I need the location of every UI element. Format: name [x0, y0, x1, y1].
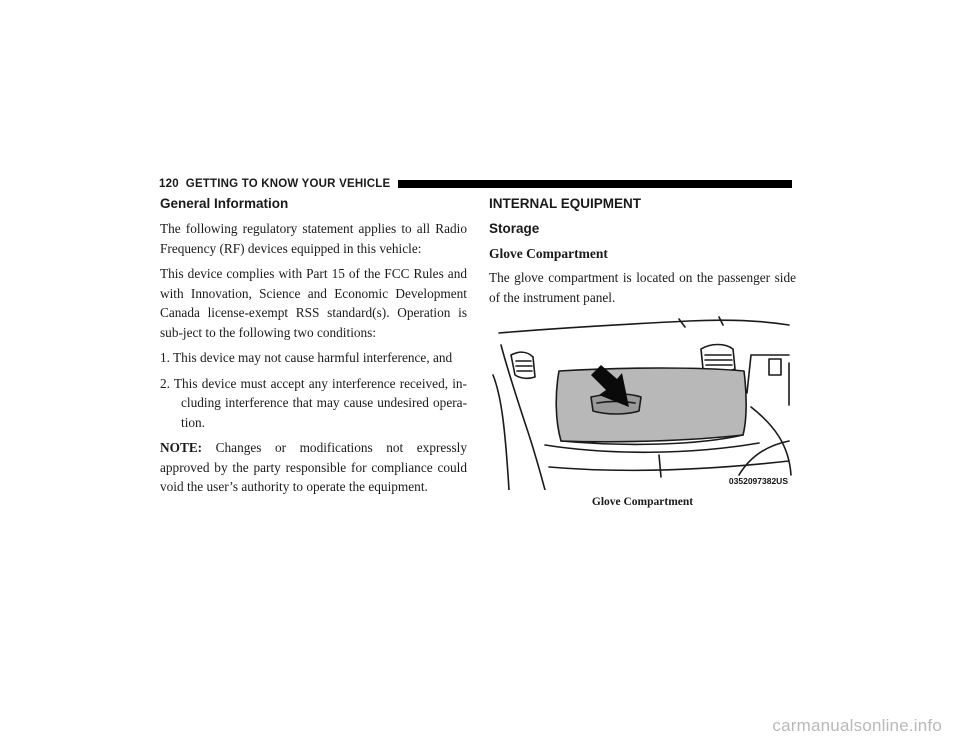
fcc-compliance-paragraph: This device complies with Part 15 of the FCC Rules and with Innovation, Science and Economic Development Canada license-exempt RSS standard(s). Operation is sub-ject to the following two conditions: — [160, 266, 467, 340]
conditions-list — [160, 348, 467, 432]
glove-compartment-drawing — [489, 315, 792, 490]
glove-compartment-illustration — [489, 315, 792, 490]
glove-compartment-heading: Glove Compartment — [489, 246, 608, 261]
watermark: carmanualsonline.info — [772, 716, 942, 735]
page-header — [159, 176, 792, 192]
rf-statement-paragraph: The following regulatory statement applies to all Radio Frequency (RF) devices equipped in this vehicle: — [160, 221, 467, 256]
left-column — [160, 195, 467, 497]
general-information-heading: General Information — [160, 196, 289, 211]
section-title: GETTING TO KNOW YOUR VEHICLE — [185, 178, 391, 190]
note-paragraph — [160, 438, 467, 497]
list-item: 2. This device must accept any interference received, in-cluding interference that may cause undesired opera-tion. — [160, 375, 467, 430]
storage-heading: Storage — [489, 221, 540, 236]
note-text: Changes or modifications not expressly approved by the party responsible for compliance could void the user’s authority to operate the equipment. — [160, 440, 467, 494]
note-label: NOTE: — [160, 440, 203, 455]
list-item: 1. This device may not cause harmful interference, and — [160, 350, 453, 365]
figure-caption: Glove Compartment — [591, 496, 694, 508]
header-rule — [398, 180, 792, 188]
page-number: 120 — [159, 178, 179, 190]
glove-compartment-paragraph: The glove compartment is located on the passenger side of the instrument panel. — [489, 270, 796, 305]
right-column — [489, 195, 796, 508]
internal-equipment-heading: INTERNAL EQUIPMENT — [489, 196, 642, 211]
figure-code: 0352097382US — [728, 476, 788, 486]
